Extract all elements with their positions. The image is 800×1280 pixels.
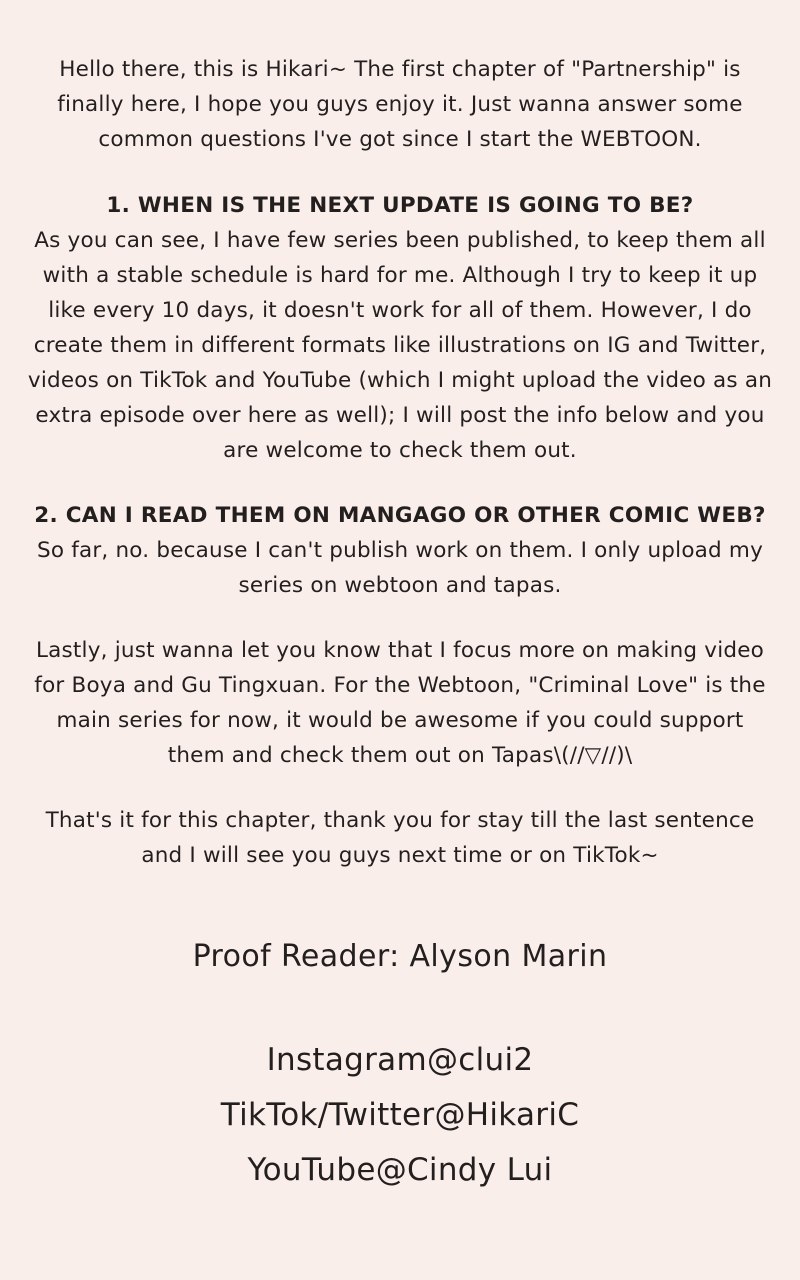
social-handles-list xyxy=(26,1033,774,1198)
signoff-paragraph: That's it for this chapter, thank you for stay till the last sentence and I will see you guys next time or on TikTok~ xyxy=(45,808,755,868)
social-handle-youtube: YouTube@Cindy Lui xyxy=(247,1152,553,1188)
social-handle-instagram: Instagram@clui2 xyxy=(266,1042,534,1078)
social-handle-tiktok-twitter: TikTok/Twitter@HikariC xyxy=(220,1097,580,1133)
closing-paragraph: Lastly, just wanna let you know that I focus more on making video for Boya and Gu Tingxuan. For the Webtoon, "Criminal Love" is the main series for now, it would be awesome if you could support them and check them out on Tapas\(//▽//)\ xyxy=(34,638,766,768)
answer-paragraph-1: As you can see, I have few series been published, to keep them all with a stable schedule is hard for me. Although I try to keep it up like every 10 days, it doesn't work for all of them. However, I do create them in different formats like illustrations on IG and Twitter, videos on TikTok and YouTube (which I might upload the video as an extra episode over here as well); I will post the info below and you are welcome to check them out. xyxy=(27,228,773,463)
question-heading-1: 1. WHEN IS THE NEXT UPDATE IS GOING TO BE? xyxy=(106,193,694,218)
intro-paragraph: Hello there, this is Hikari~ The first chapter of "Partnership" is finally here, I hope you guys enjoy it. Just wanna answer some common questions I've got since I start the WEBTOON. xyxy=(57,57,743,152)
answer-paragraph-2: So far, no. because I can't publish work on them. I only upload my series on webtoon and tapas. xyxy=(36,538,763,598)
question-heading-2: 2. CAN I READ THEM ON MANGAGO OR OTHER COMIC WEB? xyxy=(34,503,766,528)
proof-reader-credit: Proof Reader: Alyson Marin xyxy=(192,939,608,974)
